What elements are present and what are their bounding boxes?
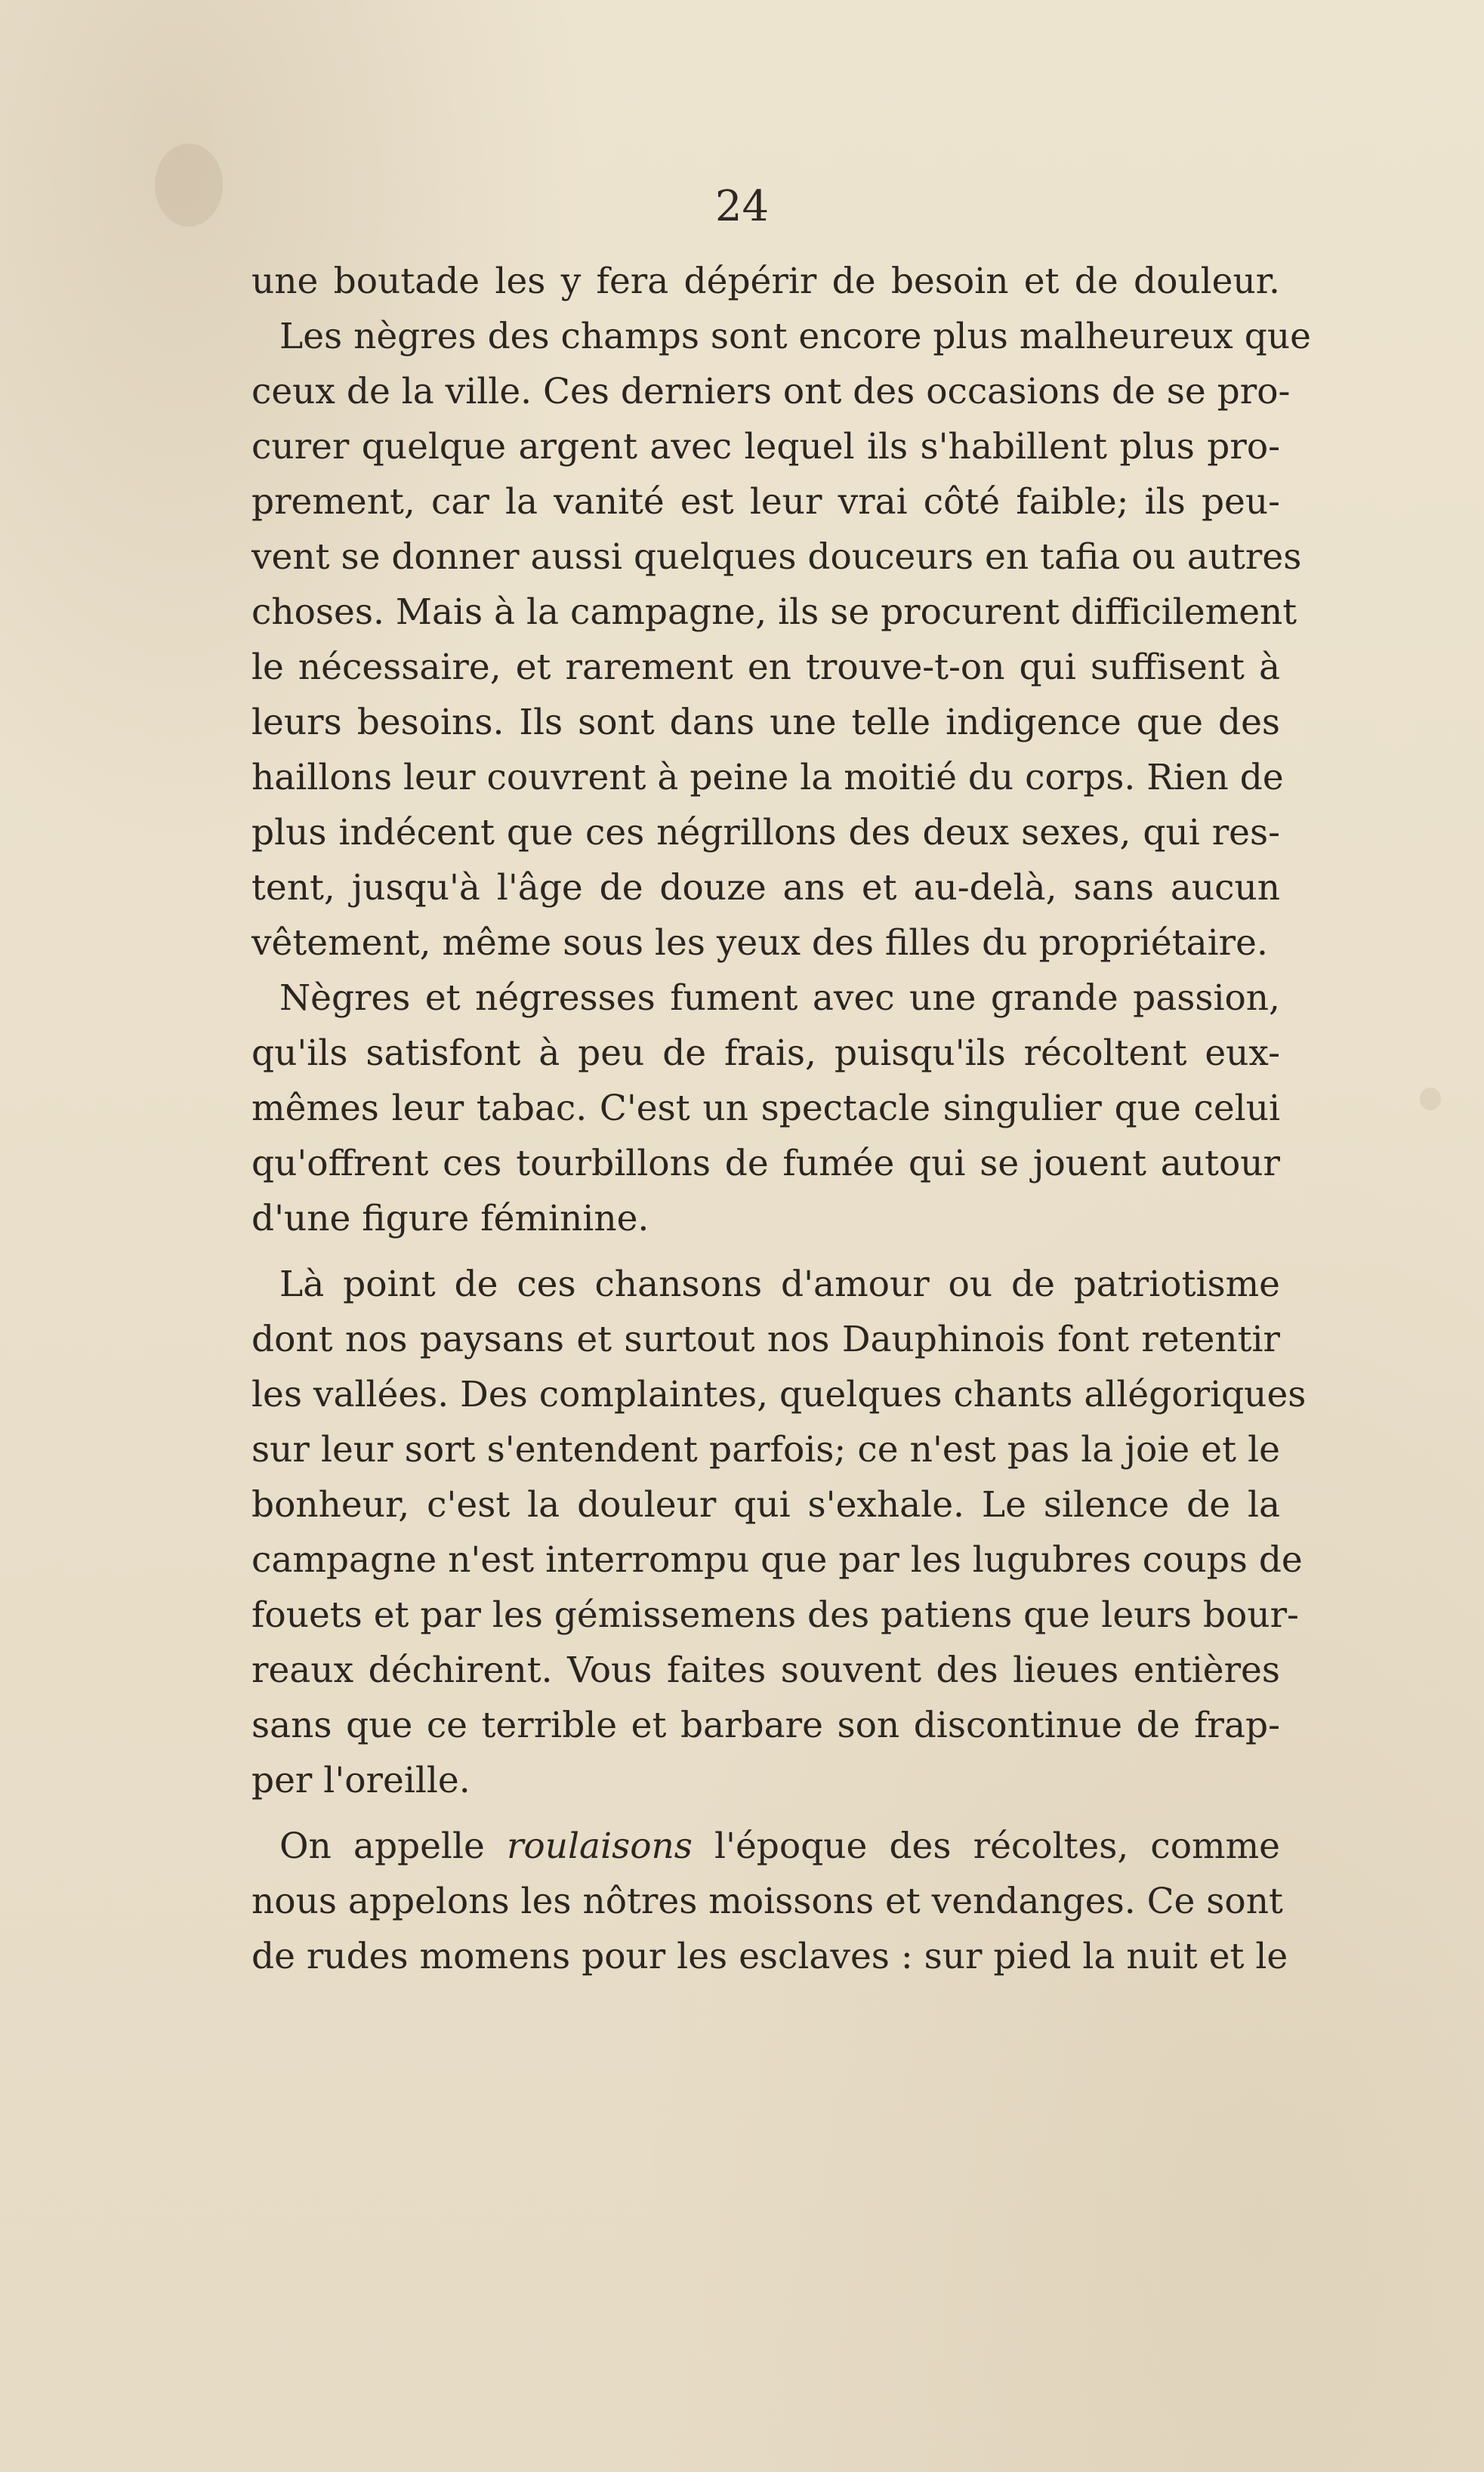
text-line: sans que ce terrible et barbare son discontinue de frap- (251, 1705, 1280, 1746)
text-line: curer quelque argent avec lequel ils s'habillent plus pro- (251, 426, 1280, 468)
text-line: Là point de ces chansons d'amour ou de patriotisme (279, 1264, 1280, 1305)
text-line: une boutade les y fera dépérir de besoin et de douleur. (251, 261, 1280, 302)
text-line: nous appelons les nôtres moissons et vendanges. Ce sont (251, 1881, 1283, 1922)
text-line: leurs besoins. Ils sont dans une telle indigence que des (251, 702, 1280, 743)
text-line: le nécessaire, et rarement en trouve-t-on qui suffisent à (251, 647, 1280, 688)
text-line: bonheur, c'est la douleur qui s'exhale. Le silence de la (251, 1484, 1280, 1526)
text-line: reaux déchirent. Vous faites souvent des lieues entières (251, 1650, 1280, 1691)
text-line: qu'ils satisfont à peu de frais, puisqu'ils récoltent eux- (251, 1032, 1280, 1074)
text-line: de rudes momens pour les esclaves : sur pied la nuit et le (251, 1936, 1288, 1977)
text-line: sur leur sort s'entendent parfois; ce n'est pas la joie et le (251, 1429, 1280, 1471)
text-line: vent se donner aussi quelques douceurs en tafia ou autres (251, 536, 1302, 578)
text-line: per l'oreille. (251, 1760, 470, 1801)
page-number: 24 (714, 182, 770, 231)
text-line: ceux de la ville. Ces derniers ont des occasions de se pro- (251, 371, 1291, 412)
text-line: campagne n'est interrompu que par les lugubres coups de (251, 1539, 1303, 1581)
text-line: choses. Mais à la campagne, ils se procurent difficilement (251, 591, 1297, 633)
text-line: plus indécent que ces négrillons des deux sexes, qui res- (251, 812, 1280, 853)
text-line: Nègres et négresses fument avec une grande passion, (279, 977, 1280, 1019)
text-segment: l'époque des récoltes, comme (692, 1825, 1280, 1867)
text-segment: On appelle (279, 1825, 507, 1867)
body-text (251, 254, 1311, 1984)
text-line: les vallées. Des complaintes, quelques chants allégoriques (251, 1374, 1307, 1415)
text-line: fouets et par les gémissemens des patiens que leurs bour- (251, 1594, 1299, 1636)
text-line: d'une figure féminine. (251, 1198, 649, 1239)
text-line: qu'offrent ces tourbillons de fumée qui se jouent autour (251, 1143, 1280, 1184)
paper-stain (1420, 1088, 1441, 1110)
text-line: mêmes leur tabac. C'est un spectacle singulier que celui (251, 1088, 1280, 1129)
italic-term: roulaisons (506, 1825, 693, 1867)
text-line: tent, jusqu'à l'âge de douze ans et au-delà, sans aucun (251, 867, 1280, 909)
text-line: haillons leur couvrent à peine la moitié du corps. Rien de (251, 757, 1284, 798)
text-line: vêtement, même sous les yeux des filles du propriétaire. (251, 922, 1268, 964)
text-line: Les nègres des champs sont encore plus malheureux que (279, 316, 1311, 357)
text-line (251, 1819, 1280, 1874)
text-line: prement, car la vanité est leur vrai côté faible; ils peu- (251, 481, 1280, 523)
text-line: dont nos paysans et surtout nos Dauphinois font retentir (251, 1319, 1280, 1360)
